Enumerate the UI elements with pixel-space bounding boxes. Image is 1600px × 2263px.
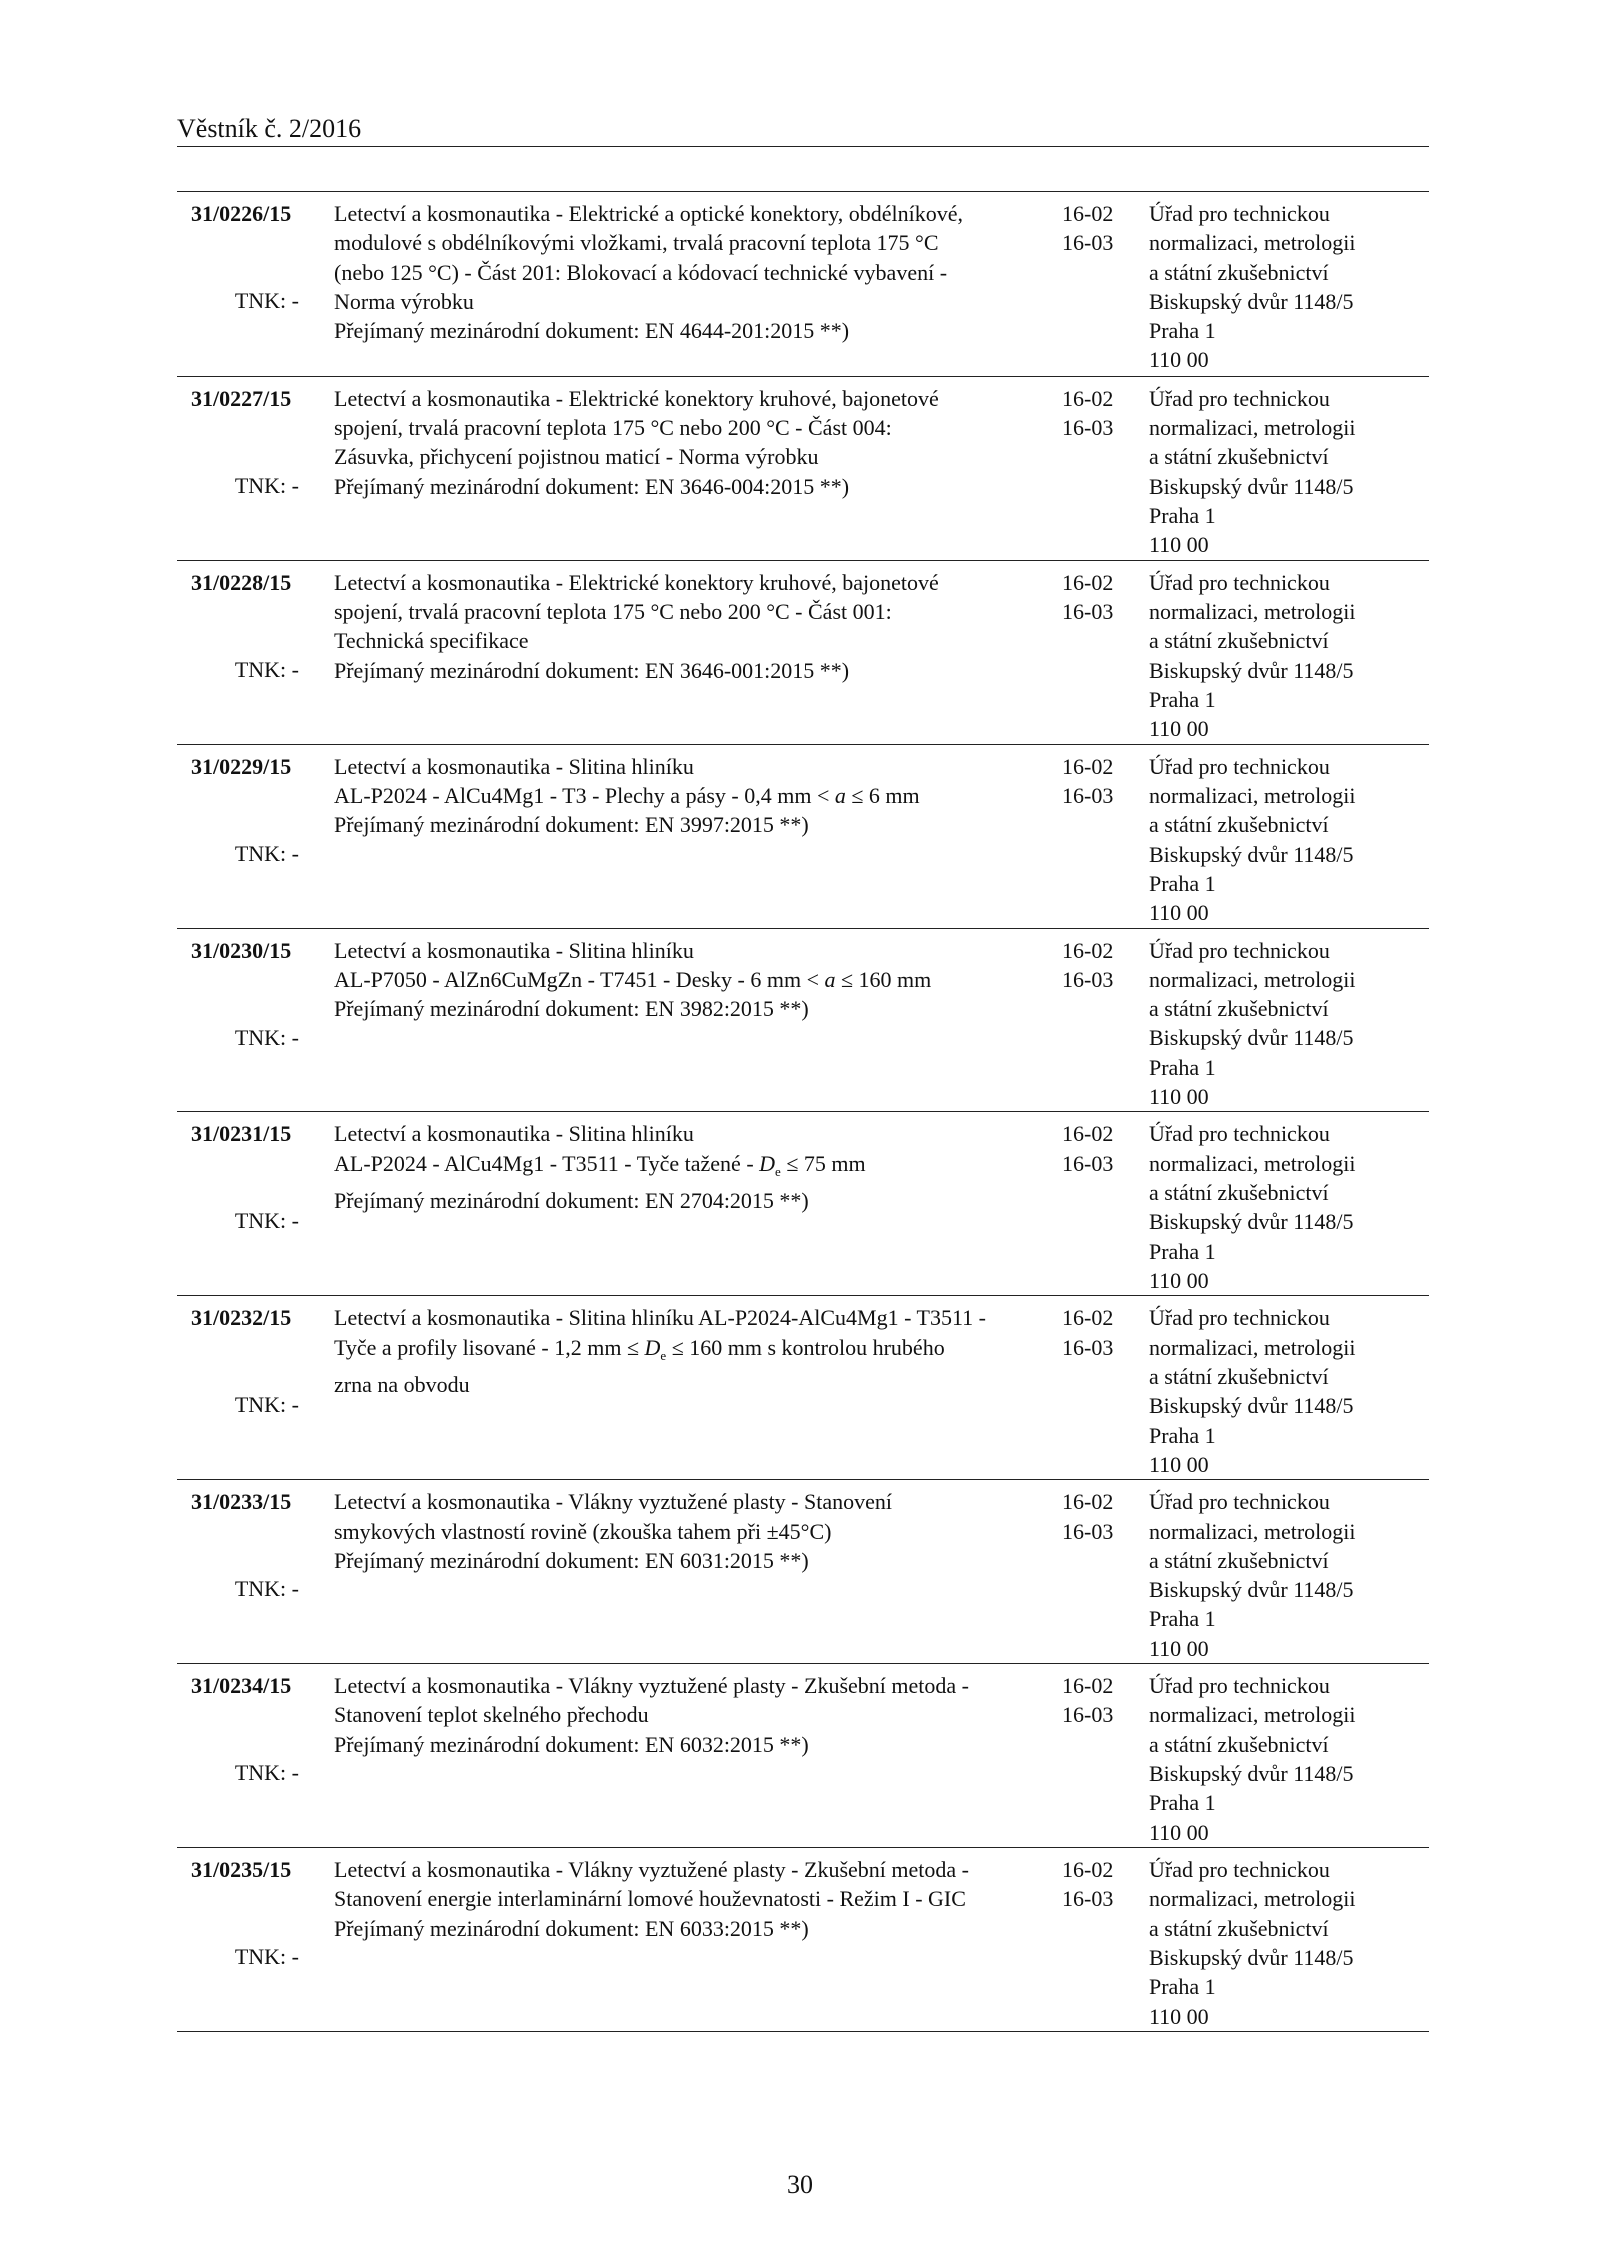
entry-id-cell [191,1303,341,1473]
publisher-line: Praha 1 [1149,1422,1216,1448]
description-line: Stanovení teplot skelného přechodu [334,1702,649,1728]
entry-number: 31/0233/15 [191,1489,292,1515]
publisher-line: 110 00 [1149,532,1209,558]
publisher-line: 110 00 [1149,900,1209,926]
description-line: Přejímaný mezinárodní dokument: EN 3646-004:2015 **) [334,473,850,499]
publisher-line: Úřad pro technickou [1149,201,1330,226]
entry-tnk: TNK: - [234,1576,299,1602]
standard-entry [177,1479,1429,1663]
publisher-line: a státní zkušebnictví [1149,1363,1329,1389]
classification-code: 16-02 [1062,1305,1114,1331]
publisher-line: 110 00 [1149,1451,1209,1477]
standard-entry [177,1295,1429,1479]
entry-description [334,1671,1054,1759]
entry-tnk: TNK: - [234,1024,299,1050]
description-line: Přejímaný mezinárodní dokument: EN 6032:2015 **) [334,1731,809,1757]
publisher-line: 110 00 [1149,716,1209,742]
entry-codes [1062,752,1132,811]
entry-description [334,936,1054,1024]
entry-codes [1062,1487,1132,1546]
publisher-line: 110 00 [1149,1819,1209,1845]
publisher-line: Praha 1 [1149,686,1216,712]
entry-description [334,384,1054,501]
classification-code: 16-02 [1062,937,1114,963]
entry-codes [1062,1855,1132,1914]
page-header [177,106,1429,147]
variable-symbol: a [834,782,846,808]
classification-code: 16-03 [1062,599,1114,625]
description-text: Tyče a profily lisované - 1,2 mm ≤ [334,1334,645,1360]
entry-tnk: TNK: - [234,1760,299,1786]
publisher-line: Praha 1 [1149,318,1216,344]
publisher-line: normalizaci, metrologii [1149,1334,1356,1360]
publisher-line: Biskupský dvůr 1148/5 [1149,657,1354,683]
description-line: Technická specifikace [334,628,529,654]
publisher-line: normalizaci, metrologii [1149,782,1356,808]
publisher-line: Úřad pro technickou [1149,1489,1330,1515]
classification-code: 16-02 [1062,1857,1114,1883]
description-line: Přejímaný mezinárodní dokument: EN 6031:2015 **) [334,1547,809,1573]
publisher-line: Úřad pro technickou [1149,1857,1330,1883]
classification-code: 16-02 [1062,1673,1114,1699]
publisher-line: Úřad pro technickou [1149,1121,1330,1147]
description-line: Letectví a kosmonautika - Slitina hliníku AL-P2024-AlCu4Mg1 - T3511 - [334,1305,986,1331]
publisher-line: 110 00 [1149,1084,1209,1110]
classification-code: 16-03 [1062,1702,1114,1728]
description-line: Letectví a kosmonautika - Vlákny vyztužené plasty - Zkušební metoda - [334,1857,969,1883]
classification-code: 16-03 [1062,782,1114,808]
bulletin-title: Věstník č. 2/2016 [177,114,362,143]
description-line: Přejímaný mezinárodní dokument: EN 3982:2015 **) [334,996,809,1022]
description-text: AL-P2024 - AlCu4Mg1 - T3511 - Tyče tažené - [334,1150,760,1176]
entry-tnk: TNK: - [234,656,299,682]
standard-entry [177,928,1429,1112]
description-line: Letectví a kosmonautika - Vlákny vyztužené plasty - Zkušební metoda - [334,1673,969,1699]
description-text: AL-P2024 - AlCu4Mg1 - T3 - Plechy a pásy - 0,4 mm < [334,782,835,808]
publisher-line: a státní zkušebnictví [1149,812,1329,838]
classification-code: 16-03 [1062,966,1114,992]
publisher-line: Praha 1 [1149,870,1216,896]
publisher-line: normalizaci, metrologii [1149,1702,1356,1728]
publisher-line: Biskupský dvůr 1148/5 [1149,288,1354,314]
publisher-line: a státní zkušebnictví [1149,996,1329,1022]
publisher-line: Biskupský dvůr 1148/5 [1149,473,1354,499]
publisher-line: Úřad pro technickou [1149,937,1330,963]
page-number: 30 [787,2170,813,2199]
description-text: ≤ 160 mm [835,966,932,992]
entry-codes [1062,568,1132,627]
entry-tnk: TNK: - [234,840,299,866]
classification-code: 16-03 [1062,415,1114,441]
entry-number: 31/0227/15 [191,385,292,411]
standard-entry [177,1847,1429,2031]
entry-id-cell [191,1671,341,1841]
entry-publisher [1149,1303,1429,1479]
entry-number: 31/0232/15 [191,1305,292,1331]
variable-symbol: D [759,1150,776,1176]
entry-publisher [1149,752,1429,928]
entry-codes [1062,1303,1132,1362]
entry-publisher [1149,384,1429,560]
description-line: Letectví a kosmonautika - Slitina hliníku [334,753,694,779]
entry-publisher [1149,568,1429,744]
publisher-line: a státní zkušebnictví [1149,1915,1329,1941]
entry-id-cell [191,568,341,738]
entry-tnk: TNK: - [234,472,299,498]
description-line: spojení, trvalá pracovní teplota 175 °C nebo 200 °C - Část 004: [334,415,892,441]
classification-code: 16-03 [1062,1886,1114,1912]
standard-entry [177,744,1429,928]
description-line [334,965,1054,994]
entry-description [334,568,1054,685]
classification-code: 16-02 [1062,753,1114,779]
entry-codes [1062,936,1132,995]
classification-code: 16-02 [1062,569,1114,595]
standard-entry [177,376,1429,560]
entry-tnk: TNK: - [234,1392,299,1418]
entry-description [334,1119,1054,1215]
standard-entry [177,560,1429,744]
classification-code: 16-02 [1062,1489,1114,1515]
entry-publisher [1149,1487,1429,1663]
entry-number: 31/0231/15 [191,1121,292,1147]
publisher-line: normalizaci, metrologii [1149,966,1356,992]
entry-id-cell [191,1119,341,1289]
entry-publisher [1149,936,1429,1112]
description-line: Letectví a kosmonautika - Slitina hliníku [334,1121,694,1147]
entry-number: 31/0230/15 [191,937,292,963]
classification-code: 16-02 [1062,385,1114,411]
entry-publisher [1149,1671,1429,1847]
description-line: Norma výrobku [334,288,474,314]
publisher-line: Biskupský dvůr 1148/5 [1149,841,1354,867]
description-line: (nebo 125 °C) - Část 201: Blokovací a kódovací technické vybavení - [334,259,948,285]
publisher-line: Biskupský dvůr 1148/5 [1149,1209,1354,1235]
publisher-line: a státní zkušebnictví [1149,1180,1329,1206]
variable-symbol: D [644,1334,661,1360]
entry-number: 31/0229/15 [191,753,292,779]
entry-description [334,199,1054,345]
description-line: Přejímaný mezinárodní dokument: EN 2704:2015 **) [334,1188,809,1214]
classification-code: 16-03 [1062,1150,1114,1176]
entry-number: 31/0228/15 [191,569,292,595]
entry-tnk: TNK: - [234,288,299,313]
description-line: Letectví a kosmonautika - Elektrické konektory kruhové, bajonetové [334,385,939,411]
publisher-line: a státní zkušebnictví [1149,628,1329,654]
entry-number: 31/0235/15 [191,1857,292,1883]
entry-publisher [1149,1119,1429,1295]
entry-tnk: TNK: - [234,1208,299,1234]
publisher-line: a státní zkušebnictví [1149,1731,1329,1757]
entry-description [334,752,1054,840]
standard-entry [177,192,1429,376]
publisher-line: Úřad pro technickou [1149,753,1330,779]
description-line [334,781,1054,810]
classification-code: 16-02 [1062,1121,1114,1147]
publisher-line: a státní zkušebnictví [1149,444,1329,470]
publisher-line: 110 00 [1149,2003,1209,2029]
entry-codes [1062,199,1132,258]
entry-codes [1062,1119,1132,1178]
entry-description [334,1855,1054,1943]
description-text: AL-P7050 - AlZn6CuMgZn - T7451 - Desky - 6 mm < [334,966,825,992]
publisher-line: normalizaci, metrologii [1149,1150,1356,1176]
publisher-line: a státní zkušebnictví [1149,1547,1329,1573]
publisher-line: Biskupský dvůr 1148/5 [1149,1393,1354,1419]
classification-code: 16-03 [1062,1518,1114,1544]
entry-number: 31/0234/15 [191,1673,292,1699]
description-line: Přejímaný mezinárodní dokument: EN 3646-001:2015 **) [334,657,850,683]
standard-entry [177,1663,1429,1847]
variable-subscript: e [775,1163,781,1179]
entry-id-cell [191,199,341,369]
description-line: Letectví a kosmonautika - Elektrické konektory kruhové, bajonetové [334,569,939,595]
publisher-line: Úřad pro technickou [1149,385,1330,411]
entry-number: 31/0226/15 [191,201,292,226]
publisher-line: 110 00 [1149,347,1209,373]
description-line: spojení, trvalá pracovní teplota 175 °C nebo 200 °C - Část 001: [334,599,892,625]
description-line: Přejímaný mezinárodní dokument: EN 4644-201:2015 **) [334,318,850,344]
classification-code: 16-03 [1062,230,1114,256]
entry-id-cell [191,936,341,1106]
variable-symbol: a [824,966,836,992]
publisher-line: 110 00 [1149,1635,1209,1661]
publisher-line: Úřad pro technickou [1149,569,1330,595]
standards-table [177,191,1429,2032]
standard-entry [177,1111,1429,1295]
publisher-line: 110 00 [1149,1267,1209,1293]
entry-id-cell [191,1855,341,2025]
publisher-line: normalizaci, metrologii [1149,1886,1356,1912]
entry-codes [1062,384,1132,443]
publisher-line: Praha 1 [1149,1238,1216,1264]
description-line: Přejímaný mezinárodní dokument: EN 3997:2015 **) [334,812,809,838]
publisher-line: Praha 1 [1149,503,1216,529]
description-line: Letectví a kosmonautika - Elektrické a optické konektory, obdélníkové, [334,201,964,226]
variable-subscript: e [660,1347,667,1363]
description-line: modulové s obdélníkovými vložkami, trvalá pracovní teplota 175 °C [334,230,939,256]
publisher-line: Biskupský dvůr 1148/5 [1149,1761,1354,1787]
description-line: Letectví a kosmonautika - Slitina hliníku [334,937,694,963]
description-text: ≤ 160 mm s kontrolou hrubého [666,1334,945,1360]
description-line: Přejímaný mezinárodní dokument: EN 6033:2015 **) [334,1915,809,1941]
classification-code: 16-03 [1062,1334,1114,1360]
publisher-line: Praha 1 [1149,1606,1216,1632]
description-line: Letectví a kosmonautika - Vlákny vyztužené plasty - Stanovení [334,1489,892,1515]
entry-id-cell [191,384,341,554]
entry-description [334,1487,1054,1575]
description-line: smykových vlastností rovině (zkouška tahem při ±45°C) [334,1518,832,1544]
publisher-line: Biskupský dvůr 1148/5 [1149,1025,1354,1051]
entry-description [334,1303,1054,1399]
entry-tnk: TNK: - [234,1944,299,1970]
publisher-line: normalizaci, metrologii [1149,415,1356,441]
publisher-line: normalizaci, metrologii [1149,599,1356,625]
publisher-line: Biskupský dvůr 1148/5 [1149,1944,1354,1970]
description-line: Stanovení energie interlaminární lomové houževnatosti - Režim I - GIC [334,1886,966,1912]
publisher-line: normalizaci, metrologii [1149,230,1356,256]
publisher-line: Praha 1 [1149,1790,1216,1816]
entry-codes [1062,1671,1132,1730]
publisher-line: Praha 1 [1149,1054,1216,1080]
description-line [334,1333,1054,1370]
publisher-line: Biskupský dvůr 1148/5 [1149,1577,1354,1603]
entry-publisher [1149,199,1429,375]
publisher-line: normalizaci, metrologii [1149,1518,1356,1544]
publisher-line: Praha 1 [1149,1974,1216,2000]
description-line: zrna na obvodu [334,1371,470,1397]
classification-code: 16-02 [1062,201,1114,226]
entry-id-cell [191,752,341,922]
description-text: ≤ 6 mm [845,782,920,808]
entry-publisher [1149,1855,1429,2031]
publisher-line: Úřad pro technickou [1149,1305,1330,1331]
description-line: Zásuvka, přichycení pojistnou maticí - Norma výrobku [334,444,819,470]
description-line [334,1149,1054,1186]
description-text: ≤ 75 mm [780,1150,866,1176]
entry-id-cell [191,1487,341,1657]
publisher-line: a státní zkušebnictví [1149,259,1329,285]
publisher-line: Úřad pro technickou [1149,1673,1330,1699]
